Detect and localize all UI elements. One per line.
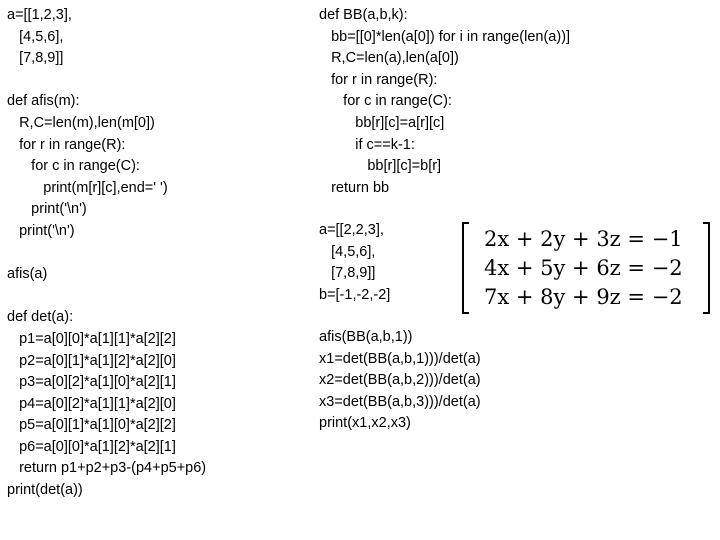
code-line: for c in range(C):: [319, 93, 452, 110]
code-line: bb=[[0]*len(a[0]) for i in range(len(a))]: [319, 28, 571, 45]
code-line: [4,5,6],: [7, 28, 64, 45]
code-line: x2=det(BB(a,b,2)))/det(a): [319, 372, 481, 389]
code-line: def BB(a,b,k):: [319, 7, 408, 23]
code-line: print('\n'): [7, 201, 87, 218]
code-line: p1=a[0][0]*a[1][1]*a[2][2]: [7, 330, 176, 347]
code-line: print(x1,x2,x3): [319, 415, 411, 432]
code-line: p5=a[0][1]*a[1][0]*a[2][2]: [7, 417, 176, 434]
code-line: p2=a[0][1]*a[1][2]*a[2][0]: [7, 352, 176, 369]
equation-system: [462, 222, 710, 314]
code-line: print('\n'): [7, 222, 75, 239]
equation-row: 2x + 2y + 3z = −1: [484, 227, 683, 251]
code-line: R,C=len(a),len(a[0]): [319, 50, 459, 67]
code-block-right-bottom: [319, 327, 481, 435]
code-line: [7,8,9]]: [319, 265, 376, 282]
code-line: p3=a[0][2]*a[1][0]*a[2][1]: [7, 374, 176, 391]
code-line: x3=det(BB(a,b,3)))/det(a): [319, 393, 481, 410]
code-line: print(det(a)): [7, 482, 83, 499]
code-line: bb[r][c]=a[r][c]: [319, 114, 445, 131]
code-line: b=[-1,-2,-2]: [319, 286, 391, 303]
code-line: bb[r][c]=b[r]: [319, 158, 442, 175]
code-line: return bb: [319, 179, 390, 196]
code-line: print(m[r][c],end=' '): [7, 179, 168, 196]
left-bracket: [462, 222, 469, 314]
code-block-right-middle: [319, 220, 390, 306]
right-bracket: [703, 222, 710, 314]
code-line: return p1+p2+p3-(p4+p5+p6): [7, 460, 207, 477]
code-line: a=[[2,2,3],: [319, 222, 384, 238]
code-line: afis(a): [7, 266, 48, 283]
code-line: R,C=len(m),len(m[0]): [7, 114, 155, 131]
code-line: afis(BB(a,b,1)): [319, 329, 413, 345]
equation-row: 4x + 5y + 6z = −2: [484, 256, 683, 280]
code-line: [7, 243, 206, 265]
code-line: p6=a[0][0]*a[1][2]*a[2][1]: [7, 438, 176, 455]
code-line: a=[[1,2,3],: [7, 7, 72, 23]
code-line: [7, 286, 206, 308]
code-line: [7, 70, 206, 92]
code-line: if c==k-1:: [319, 136, 415, 153]
code-line: def afis(m):: [7, 93, 80, 110]
code-line: for c in range(C):: [7, 158, 140, 175]
code-block-right-top: [319, 5, 570, 199]
code-line: x1=det(BB(a,b,1)))/det(a): [319, 350, 481, 367]
code-line: for r in range(R):: [7, 136, 126, 153]
equation-row: 7x + 8y + 9z = −2: [484, 285, 683, 309]
code-line: for r in range(R):: [319, 71, 438, 88]
code-line: [4,5,6],: [319, 243, 376, 260]
code-block-left: [7, 5, 206, 502]
code-line: p4=a[0][2]*a[1][1]*a[2][0]: [7, 395, 176, 412]
code-line: def det(a):: [7, 309, 74, 326]
code-line: [7,8,9]]: [7, 50, 64, 67]
